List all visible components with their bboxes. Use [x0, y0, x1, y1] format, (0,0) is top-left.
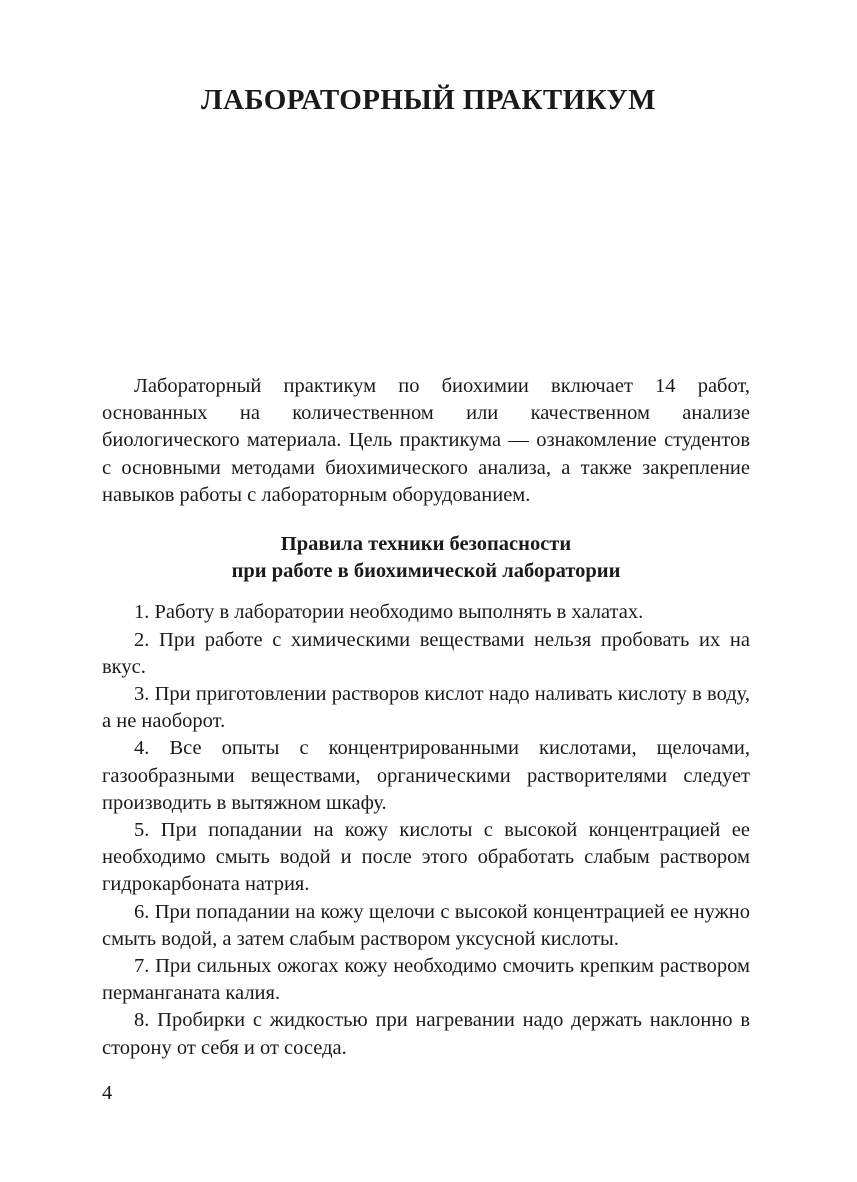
safety-rule-4: 4. Все опыты с концентрированными кислотами, щелочами, газообразными веществами, органическими растворителями следует производить в вытяжном шкафу. [102, 737, 750, 814]
safety-rule-7: 7. При сильных ожогах кожу необходимо смочить крепким раствором перманганата калия. [102, 955, 750, 1005]
page-title: ЛАБОРАТОРНЫЙ ПРАКТИКУМ [201, 84, 656, 116]
section-heading-line-2: при работе в биохимической лаборатории [231, 560, 621, 583]
safety-rule-3: 3. При приготовлении растворов кислот надо наливать кислоту в воду, а не наоборот. [102, 683, 750, 733]
safety-rules-list [102, 599, 750, 1061]
safety-rule-1: 1. Работу в лаборатории необходимо выполнять в халатах. [134, 601, 644, 624]
page-number: 4 [102, 1082, 113, 1104]
safety-rule-6: 6. При попадании на кожу щелочи с высокой концентрацией ее нужно смыть водой, а затем слабым раствором уксусной кислоты. [102, 900, 750, 950]
intro-paragraph: Лабораторный практикум по биохимии включает 14 работ, основанных на количественном или качественном анализе биологического материала. Цель практикума — ознакомление студентов с основными методами биохимического анализа, а также закрепление навыков работы с лабораторным оборудованием. [102, 375, 750, 506]
safety-rule-5: 5. При попадании на кожу кислоты с высокой концентрацией ее необходимо смыть водой и после этого обработать слабым раствором гидрокарбоната натрия. [102, 819, 750, 896]
safety-rule-8: 8. Пробирки с жидкостью при нагревании надо держать наклонно в сторону от себя и от соседа. [102, 1009, 750, 1059]
main-content [102, 373, 750, 1062]
safety-rule-2: 2. При работе с химическими веществами нельзя пробовать их на вкус. [102, 628, 750, 678]
section-heading-line-1: Правила техники безопасности [280, 533, 572, 556]
section-heading [102, 531, 750, 585]
